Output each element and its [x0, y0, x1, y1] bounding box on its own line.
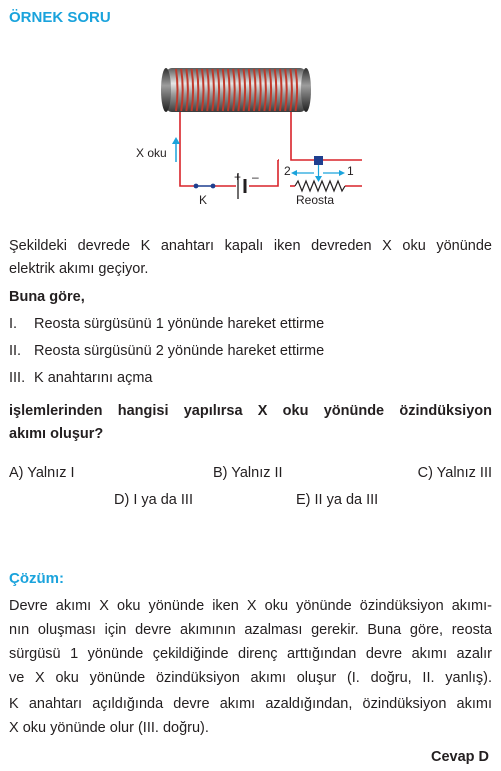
rheostat-label: Reosta	[296, 193, 335, 207]
item-1-number: I.	[9, 316, 18, 332]
example-question-heading: ÖRNEK SORU	[9, 9, 111, 26]
plus-sign: +	[234, 170, 242, 184]
minus-sign: –	[252, 170, 259, 184]
solution-line-2: nın oluşması için devre akımının azalması gerekir. Buna göre, reosta	[9, 622, 492, 638]
question-ask-line-2: akımı oluşur?	[9, 426, 104, 442]
solution-heading: Çözüm:	[9, 570, 64, 587]
item-1-text: Reosta sürgüsünü 1 yönünde hareket ettirme	[34, 316, 325, 332]
item-2-number: II.	[9, 343, 22, 359]
item-3-text: K anahtarını açma	[34, 370, 153, 386]
question-stem-line-2: elektrik akımı geçiyor.	[9, 261, 149, 277]
option-b[interactable]: B) Yalnız II	[213, 465, 283, 481]
question-ask-line-1: işlemlerinden hangisi yapılırsa X oku yönünde özindüksiyon	[9, 403, 492, 419]
x-direction-arrow	[172, 137, 180, 162]
solenoid	[161, 68, 311, 112]
solution-line-3: sürgüsü 1 yönünde çekildiğinde direnç arttığından devre akımı azalır	[9, 646, 492, 662]
circuit-diagram	[0, 55, 501, 215]
option-a[interactable]: A) Yalnız I	[9, 465, 75, 481]
x-arrow-label: X oku	[136, 146, 167, 160]
key-label: K	[199, 193, 208, 207]
direction-2-label: 2	[284, 164, 291, 178]
option-c[interactable]: C) Yalnız III	[417, 465, 492, 481]
direction-1-label: 1	[347, 164, 354, 178]
option-d[interactable]: D) I ya da III	[114, 492, 193, 508]
question-stem-line-1: Şekildeki devrede K anahtarı kapalı iken devreden X oku yönünde	[9, 238, 492, 254]
answer-label: Cevap D	[430, 749, 489, 765]
item-2-text: Reosta sürgüsünü 2 yönünde hareket ettirme	[34, 343, 325, 359]
rheostat-slider	[314, 156, 323, 165]
circuit-wires	[180, 112, 362, 186]
key-switch	[194, 184, 216, 189]
rheostat	[291, 156, 345, 191]
solution-line-4: ve X oku yönünde özindüksiyon akımı oluşur (I. doğru, II. yanlış).	[9, 670, 492, 686]
item-3-number: III.	[9, 370, 26, 386]
option-e[interactable]: E) II ya da III	[296, 492, 379, 508]
solution-line-6: X oku yönünde olur (III. doğru).	[9, 720, 209, 736]
solution-line-1: Devre akımı X oku yönünde iken X oku yönünde özindüksiyon akımı-	[9, 598, 492, 614]
question-lead: Buna göre,	[9, 289, 85, 305]
solution-line-5: K anahtarı açıldığında devre akımı azaldığından, özindüksiyon akımı	[9, 696, 492, 712]
